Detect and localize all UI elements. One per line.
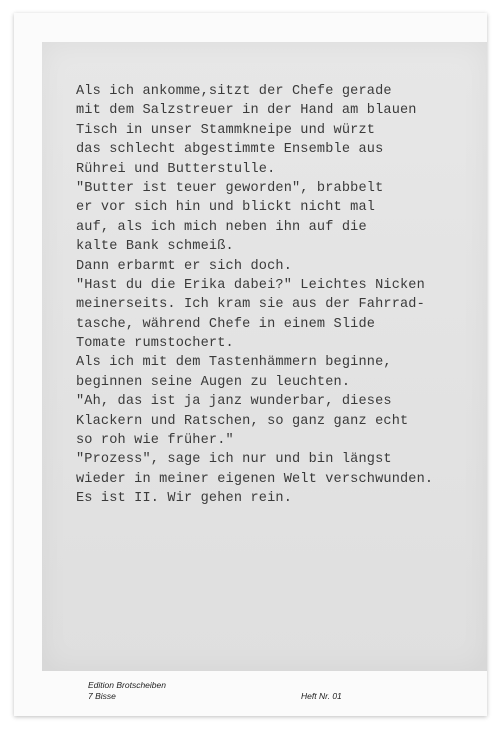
text-line: das schlecht abgestimmte Ensemble aus [76,142,384,158]
paper-sheet [14,13,487,716]
text-line: tasche, während Chefe in einem Slide [76,316,376,332]
footer-series-info [88,680,166,702]
text-line: "Hast du die Erika dabei?" Leichtes Nicken [76,277,425,293]
text-line: er vor sich hin und blickt nicht mal [76,200,376,216]
issue-number: Heft Nr. 01 [301,691,342,701]
text-line: so roh wie früher." [76,433,234,449]
text-line: meinerseits. Ich kram sie aus der Fahrrad- [76,297,425,313]
text-line: "Prozess", sage ich nur und bin längst [76,452,392,468]
text-line: Klackern und Ratschen, so ganz ganz echt [76,413,409,429]
text-line: Tisch in unser Stammkneipe und würzt [76,122,376,138]
series-subtitle: 7 Bisse [88,691,116,701]
typewritten-page [42,42,487,671]
text-line: Es ist II. Wir gehen rein. [76,491,292,507]
text-line: Tomate rumstochert. [76,336,234,352]
text-line: kalte Bank schmeiß. [76,239,234,255]
series-title: Edition Brotscheiben [88,680,166,690]
text-line: Als ich mit dem Tastenhämmern beginne, [76,355,392,371]
text-line: wieder in meiner eigenen Welt verschwunden. [76,471,434,487]
text-line: Dann erbarmt er sich doch. [76,258,292,274]
text-line: Als ich ankomme,sitzt der Chefe gerade [76,84,392,99]
text-line: "Butter ist teuer geworden", brabbelt [76,180,384,196]
text-line: beginnen seine Augen zu leuchten. [76,374,351,390]
text-line: "Ah, das ist ja janz wunderbar, dieses [76,394,392,410]
text-line: Rührei und Butterstulle. [76,161,276,177]
text-line: auf, als ich mich neben ihn auf die [76,219,367,235]
typewritten-text [76,82,433,509]
text-line: mit dem Salzstreuer in der Hand am blauen [76,103,417,119]
